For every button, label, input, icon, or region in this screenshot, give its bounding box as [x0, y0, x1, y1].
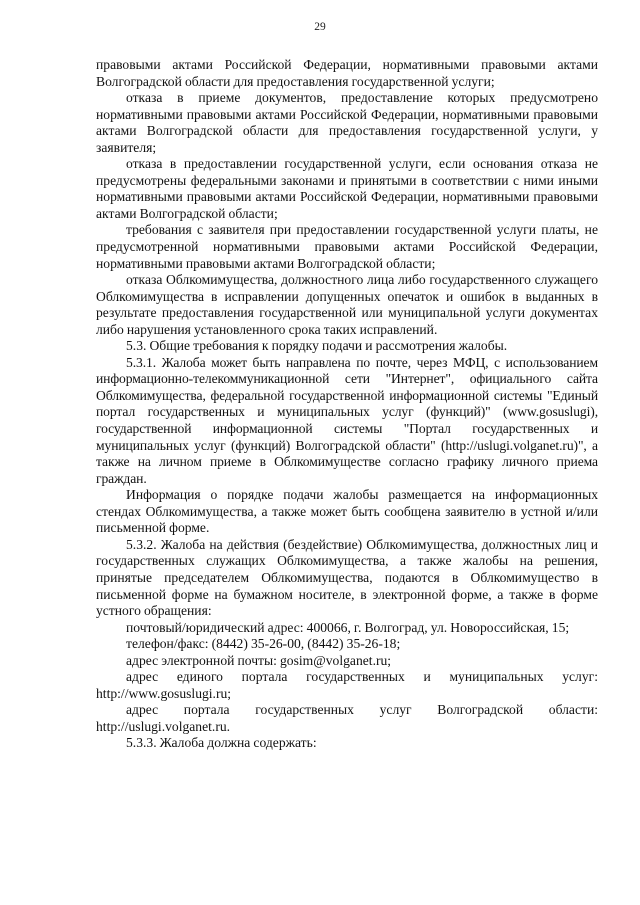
email-address: адрес электронной почты: gosim@volganet.ru;: [126, 652, 392, 668]
paragraph-refusal-service: отказа в предоставлении государственной услуги, если основания отказа не предусмотрены федеральными законами и принятыми в соответствии с ними иными нормативными правовыми актами Российской Федерации, нормативными правовыми актами Волгоградской области;: [96, 156, 598, 221]
paragraph-information: Информация о порядке подачи жалобы размещается на информационных стендах Облкомимущества, а также может быть сообщена заявителю в устной и/или письменной форме.: [96, 487, 598, 536]
paragraph-continuation: правовыми актами Российской Федерации, нормативными правовыми актами Волгоградской области для предоставления государственной услуги;: [96, 57, 598, 89]
page-number: 29: [314, 21, 326, 33]
phone-fax: телефон/факс: (8442) 35-26-00, (8442) 35-26-18;: [126, 636, 401, 652]
paragraph-fee-requirement: требования с заявителя при предоставлении государственной услуги платы, не предусмотренной нормативными правовыми актами Российской Федерации, нормативными правовыми актами Волгоградской области;: [96, 222, 598, 271]
paragraph-5-3-3: 5.3.3. Жалоба должна содержать:: [126, 735, 317, 751]
unified-portal-address: адрес единого портала государственных и муниципальных услуг: http://www.gosuslugi.ru;: [96, 669, 598, 701]
document-body: [96, 57, 598, 752]
postal-address: почтовый/юридический адрес: 400066, г. Волгоград, ул. Новороссийская, 15;: [126, 619, 570, 635]
regional-portal-address: адрес портала государственных услуг Волгоградской области: http://uslugi.volganet.ru.: [96, 702, 598, 734]
paragraph-refusal-corrections: отказа Облкомимущества, должностного лица либо государственного служащего Облкомимущества в исправлении допущенных опечаток и ошибок в выданных в результате предоставления государственной или муниципальной услуги документах либо нарушения установленного срока таких исправлений.: [96, 272, 598, 337]
section-heading-5-3: 5.3. Общие требования к порядку подачи и рассмотрения жалобы.: [126, 338, 508, 354]
paragraph-5-3-2: 5.3.2. Жалоба на действия (бездействие) Облкомимущества, должностных лиц и государственных служащих Облкомимущества, а также жалобы на решения, принятые председателем Облкомимущества, подаются в Облкомимущество в письменной форме на бумажном носителе, в электронной форме, а также в форме устного обращения:: [96, 536, 598, 619]
paragraph-refusal-documents: отказа в приеме документов, предоставление которых предусмотрено нормативными правовыми актами Российской Федерации, нормативными правовыми актами Волгоградской области для предоставления государственной услуги, у заявителя;: [96, 90, 598, 155]
paragraph-5-3-1: 5.3.1. Жалоба может быть направлена по почте, через МФЦ, с использованием информационно-телекоммуникационной сети "Интернет", официального сайта Облкомимущества, федеральной государственной информационной системы "Единый портал государственных и муниципальных услуг (функций)" (www.gosuslugi), государственной информационной системы "Портал государственных и муниципальных услуг (функций) Волгоградской области" (http://uslugi.volganet.ru)", а также на личном приеме в Облкомимуществе согласно графику личного приема граждан.: [96, 354, 598, 486]
